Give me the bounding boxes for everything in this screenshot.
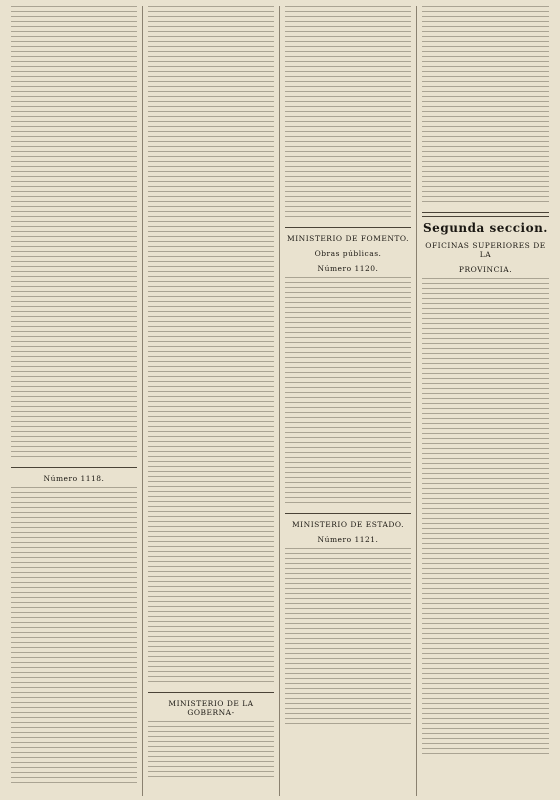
column-2 [143,6,280,796]
text-block [422,6,549,206]
segunda-seccion-heading: Segunda seccion. [423,221,548,235]
subsection-heading: Obras públicas. [314,249,382,258]
section-number: Número 1121. [317,535,379,544]
section-number: Número 1118. [43,474,105,483]
office-heading: OFICINAS SUPERIORES DE LA [425,241,546,259]
text-block [148,721,274,781]
column-4 [417,6,554,796]
text-block [285,6,411,221]
office-heading: PROVINCIA. [458,265,513,274]
text-block [285,548,411,728]
ministry-heading: MINISTERIO DE LA GOBERNA- [168,699,254,717]
text-block [285,277,411,507]
column-3 [280,6,417,796]
text-block [422,278,549,758]
ministry-heading: MINISTERIO DE ESTADO. [291,520,405,529]
ministry-heading: MINISTERIO DE FOMENTO. [287,234,409,243]
text-block [148,6,274,686]
section-number: Número 1120. [317,264,379,273]
text-block [11,487,137,787]
column-1 [6,6,143,796]
text-block [11,6,137,461]
